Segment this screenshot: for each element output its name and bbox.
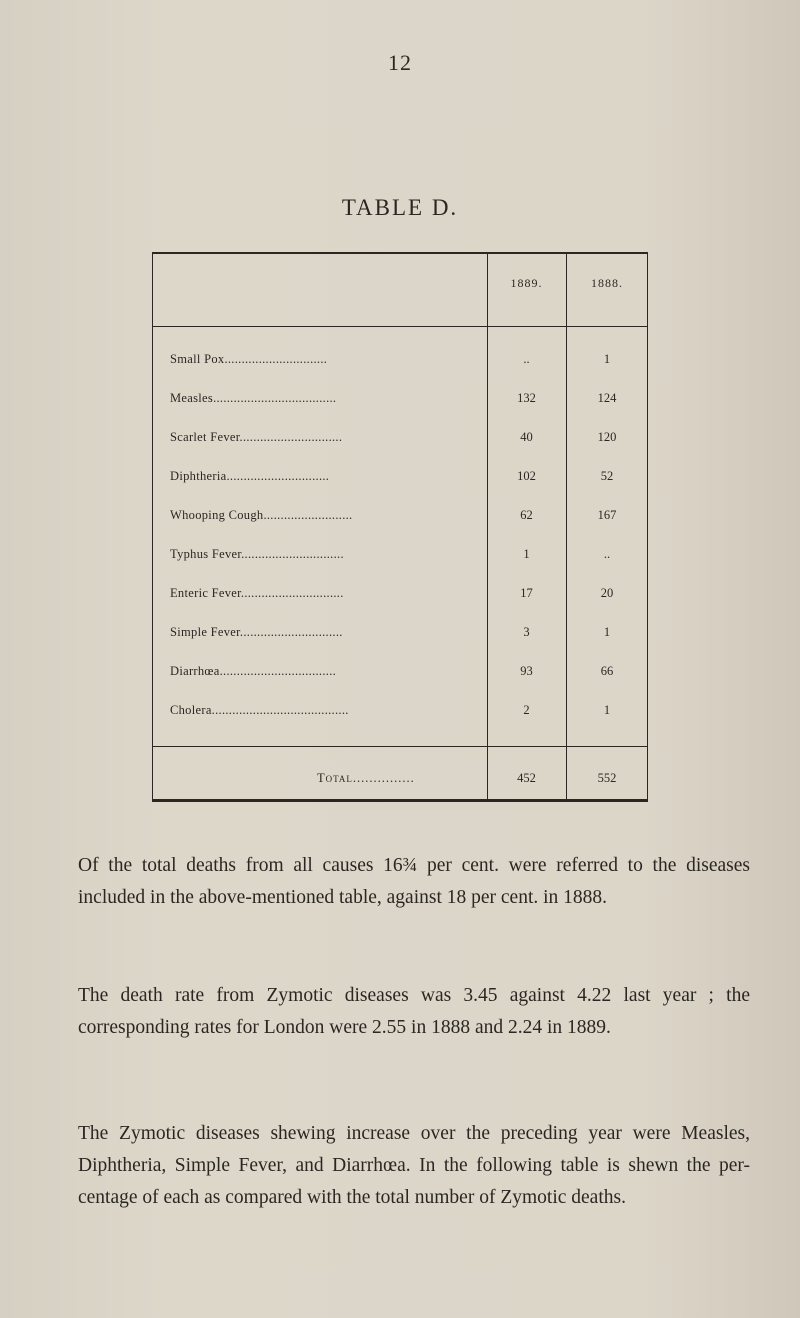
- table-title: TABLE D.: [341, 195, 459, 220]
- disease-name: Whooping Cough..........................: [170, 508, 353, 522]
- value-1888: 20: [600, 586, 614, 600]
- value-1888: 1: [603, 625, 611, 639]
- column-header-1889: 1889.: [510, 276, 543, 290]
- value-1889: 40: [520, 430, 533, 444]
- total-divider: [152, 746, 648, 747]
- disease-name: Scarlet Fever..............................: [170, 430, 343, 444]
- disease-name: Measles....................................: [170, 391, 337, 405]
- value-1889: 62: [520, 508, 533, 522]
- page-number: 12: [388, 50, 412, 75]
- table-row: [152, 469, 648, 491]
- table-row: [152, 352, 648, 374]
- table-row: [152, 391, 648, 413]
- paragraph-death-rate: The death rate from Zymotic diseases was 3.45 against 4.22 last year ; the corresponding rates for London were 2.55 in 1888 and 2.24 in 1889.: [78, 985, 750, 1038]
- disease-name: Simple Fever..............................: [170, 625, 343, 639]
- paragraph-total-deaths: Of the total deaths from all causes 16¾ per cent. were referred to the diseases included in the above-mentioned table, against 18 per cent. in 1888.: [78, 855, 750, 908]
- paragraph-increase: The Zymotic diseases shewing increase over the preceding year were Measles, Diphtheria, Simple Fever, and Diarrhœa. In the following table is shewn the per-centage of each as compared with the total number of Zymotic deaths.: [78, 1123, 750, 1208]
- disease-name: Diphtheria..............................: [170, 469, 330, 483]
- total-label: Total...............: [317, 771, 415, 785]
- total-1888: 552: [597, 771, 617, 785]
- value-1888: 66: [600, 664, 614, 678]
- value-1888: 124: [597, 391, 617, 405]
- disease-name: Typhus Fever..............................: [170, 547, 344, 561]
- value-1889: 1: [523, 547, 530, 561]
- table-row: [152, 547, 648, 569]
- value-1889: 17: [520, 586, 533, 600]
- value-1889: 132: [517, 391, 536, 405]
- value-1888: 1: [603, 352, 611, 366]
- value-1888: 167: [597, 508, 617, 522]
- disease-name: Enteric Fever..............................: [170, 586, 344, 600]
- table-row: [152, 430, 648, 452]
- value-1889: 93: [520, 664, 533, 678]
- table-row: [152, 703, 648, 725]
- header-divider: [152, 326, 648, 327]
- disease-name: Diarrhœa..................................: [170, 664, 337, 678]
- value-1888: 1: [603, 703, 611, 717]
- table-row: [152, 586, 648, 608]
- value-1889: 102: [517, 469, 536, 483]
- total-1889: 452: [517, 771, 536, 785]
- value-1888: 52: [600, 469, 614, 483]
- value-1889: ..: [523, 352, 530, 366]
- table-row: [152, 508, 648, 530]
- disease-name: Cholera........................................: [170, 703, 349, 717]
- column-header-1888: 1888.: [591, 276, 623, 290]
- value-1888: 120: [597, 430, 617, 444]
- value-1889: 3: [523, 625, 530, 639]
- zymotic-deaths-table: [152, 252, 648, 802]
- disease-name: Small Pox..............................: [170, 352, 328, 366]
- value-1889: 2: [523, 703, 530, 717]
- table-row: [152, 625, 648, 647]
- value-1888: ..: [603, 547, 611, 561]
- table-row: [152, 664, 648, 686]
